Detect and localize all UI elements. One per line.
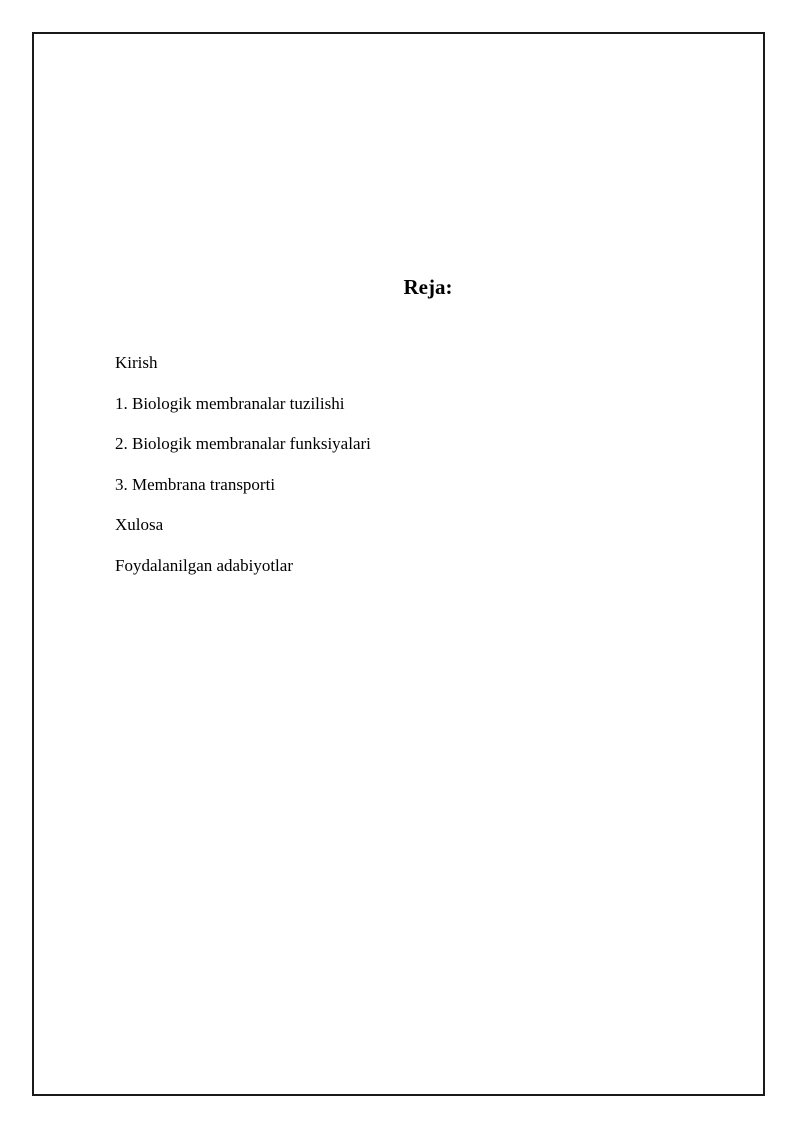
plan-title: Reja: [403,275,453,299]
plan-item-references: Foydalanilgan adabiyotlar [115,555,293,575]
plan-item-membrane-structure: 1. Biologik membranalar tuzilishi [115,393,345,413]
plan-item-membrane-transport: 3. Membrana transporti [115,474,276,494]
plan-item-conclusion: Xulosa [115,515,164,534]
plan-item-introduction: Kirish [115,353,158,372]
plan-list [115,349,371,592]
plan-item-membrane-functions: 2. Biologik membranalar funksiyalari [115,434,371,453]
